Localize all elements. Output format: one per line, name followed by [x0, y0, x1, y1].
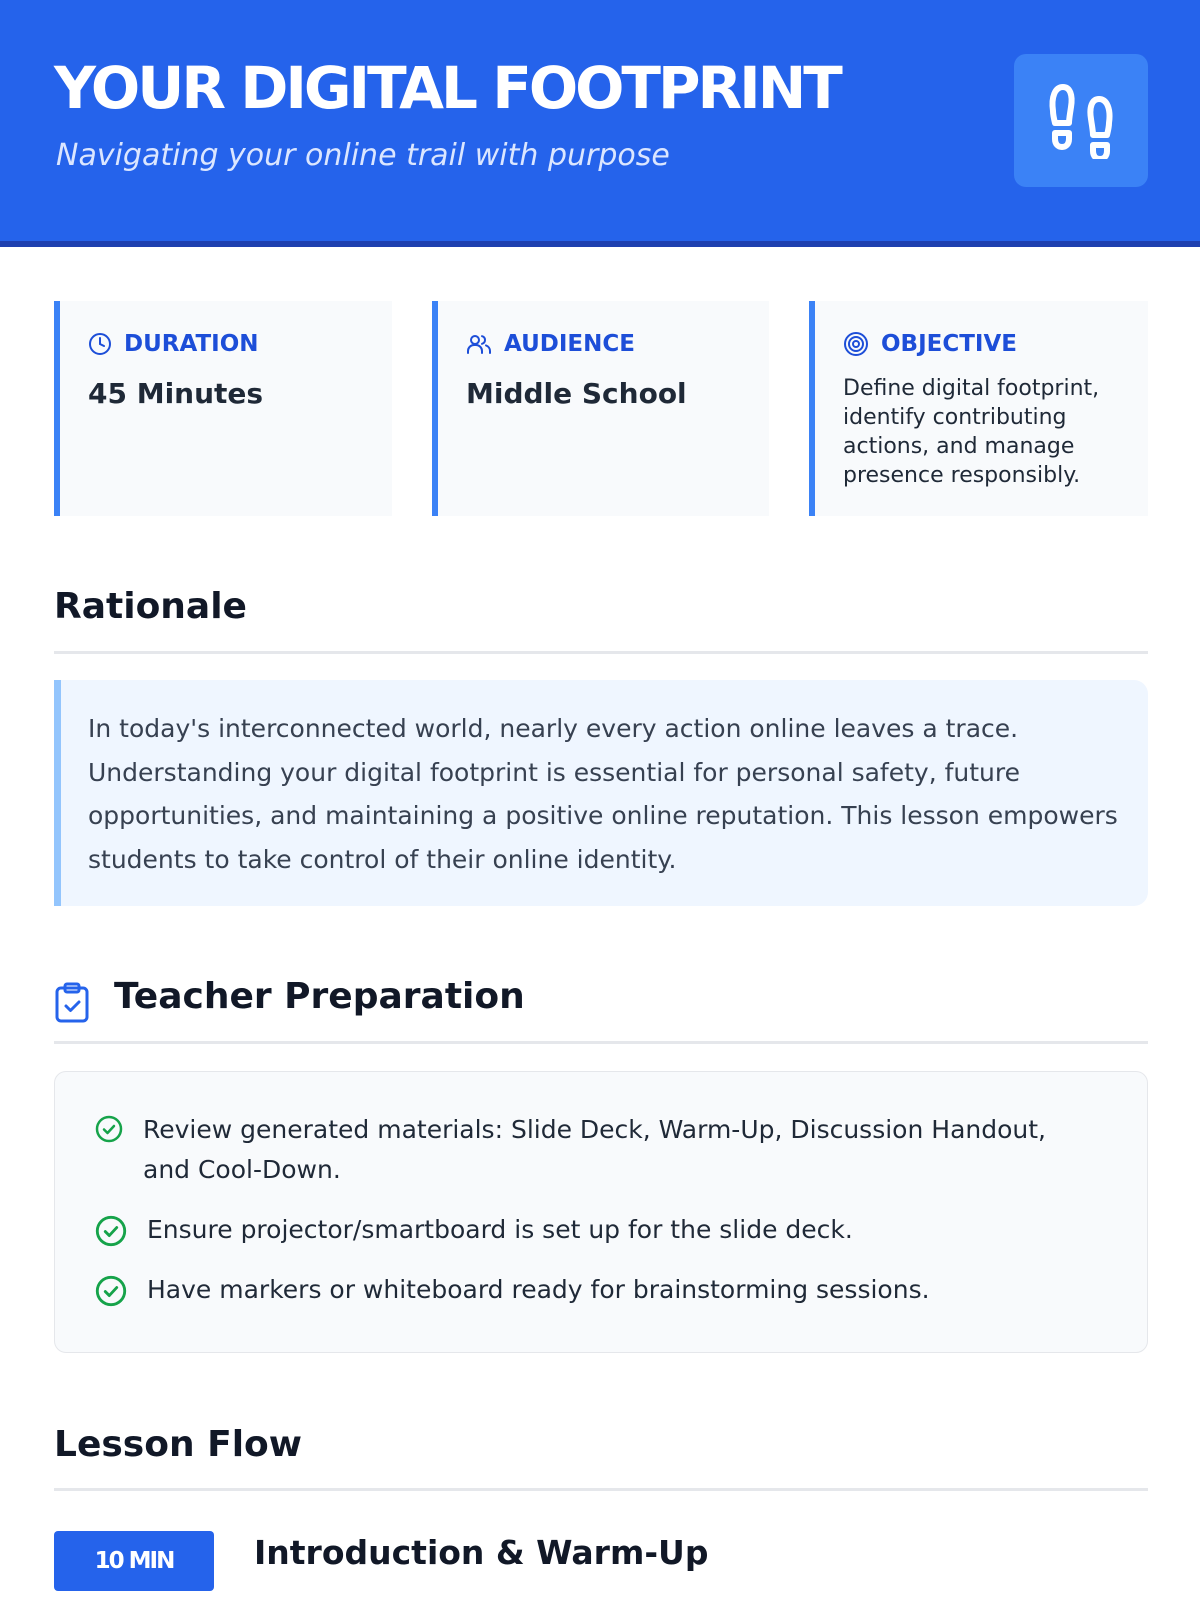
lesson-step-title: Introduction & Warm-Up	[254, 1533, 709, 1572]
checklist-item-text: Review generated materials: Slide Deck, Warm-Up, Discussion Handout, and Cool-Down.	[143, 1115, 1046, 1184]
info-card-value: Middle School	[466, 377, 687, 410]
page-header	[0, 0, 1200, 247]
duration-badge: 10 MIN	[54, 1531, 214, 1591]
header-badge	[1014, 54, 1148, 187]
page-title: YOUR DIGITAL FOOTPRINT	[54, 54, 840, 122]
info-card-label: OBJECTIVE	[881, 331, 1017, 357]
section-heading-rationale	[54, 586, 1148, 654]
info-card-label: DURATION	[124, 331, 259, 357]
checklist-item-text: Have markers or whiteboard ready for brainstorming sessions.	[147, 1275, 930, 1304]
info-card-value: 45 Minutes	[88, 377, 264, 410]
target-icon	[843, 331, 869, 357]
checklist-item	[95, 1110, 1095, 1190]
section-title: Lesson Flow	[54, 1424, 303, 1465]
section-title: Rationale	[54, 586, 247, 627]
users-icon	[466, 332, 492, 356]
info-card-label: AUDIENCE	[504, 331, 635, 357]
clipboard-check-icon	[54, 982, 90, 1024]
clock-icon	[88, 332, 112, 356]
check-circle-icon	[95, 1215, 127, 1247]
check-circle-icon	[95, 1275, 127, 1307]
info-card-duration	[54, 301, 392, 516]
footprints-icon	[1046, 83, 1116, 159]
section-title: Teacher Preparation	[114, 976, 525, 1017]
page-subtitle: Navigating your online trail with purpose	[56, 138, 670, 173]
rationale-text: In today's interconnected world, nearly every action online leaves a trace. Understanding your digital footprint is essential for personal safety, future opportunities, and maintaining a positive online reputation. This lesson empowers students to take control of their online identity.	[88, 714, 1118, 874]
teacher-preparation-checklist	[54, 1071, 1148, 1353]
info-card-audience	[432, 301, 769, 516]
check-circle-icon	[95, 1115, 123, 1143]
checklist-item	[95, 1270, 930, 1310]
rationale-callout	[54, 680, 1148, 906]
info-card-objective	[809, 301, 1148, 516]
info-card-value: Define digital footprint, identify contributing actions, and manage presence responsibly.	[843, 376, 1100, 488]
checklist-item-text: Ensure projector/smartboard is set up for the slide deck.	[147, 1215, 853, 1244]
section-heading-lesson-flow	[54, 1424, 1148, 1491]
section-heading-teacher-preparation	[54, 976, 1148, 1044]
checklist-item	[95, 1210, 853, 1250]
